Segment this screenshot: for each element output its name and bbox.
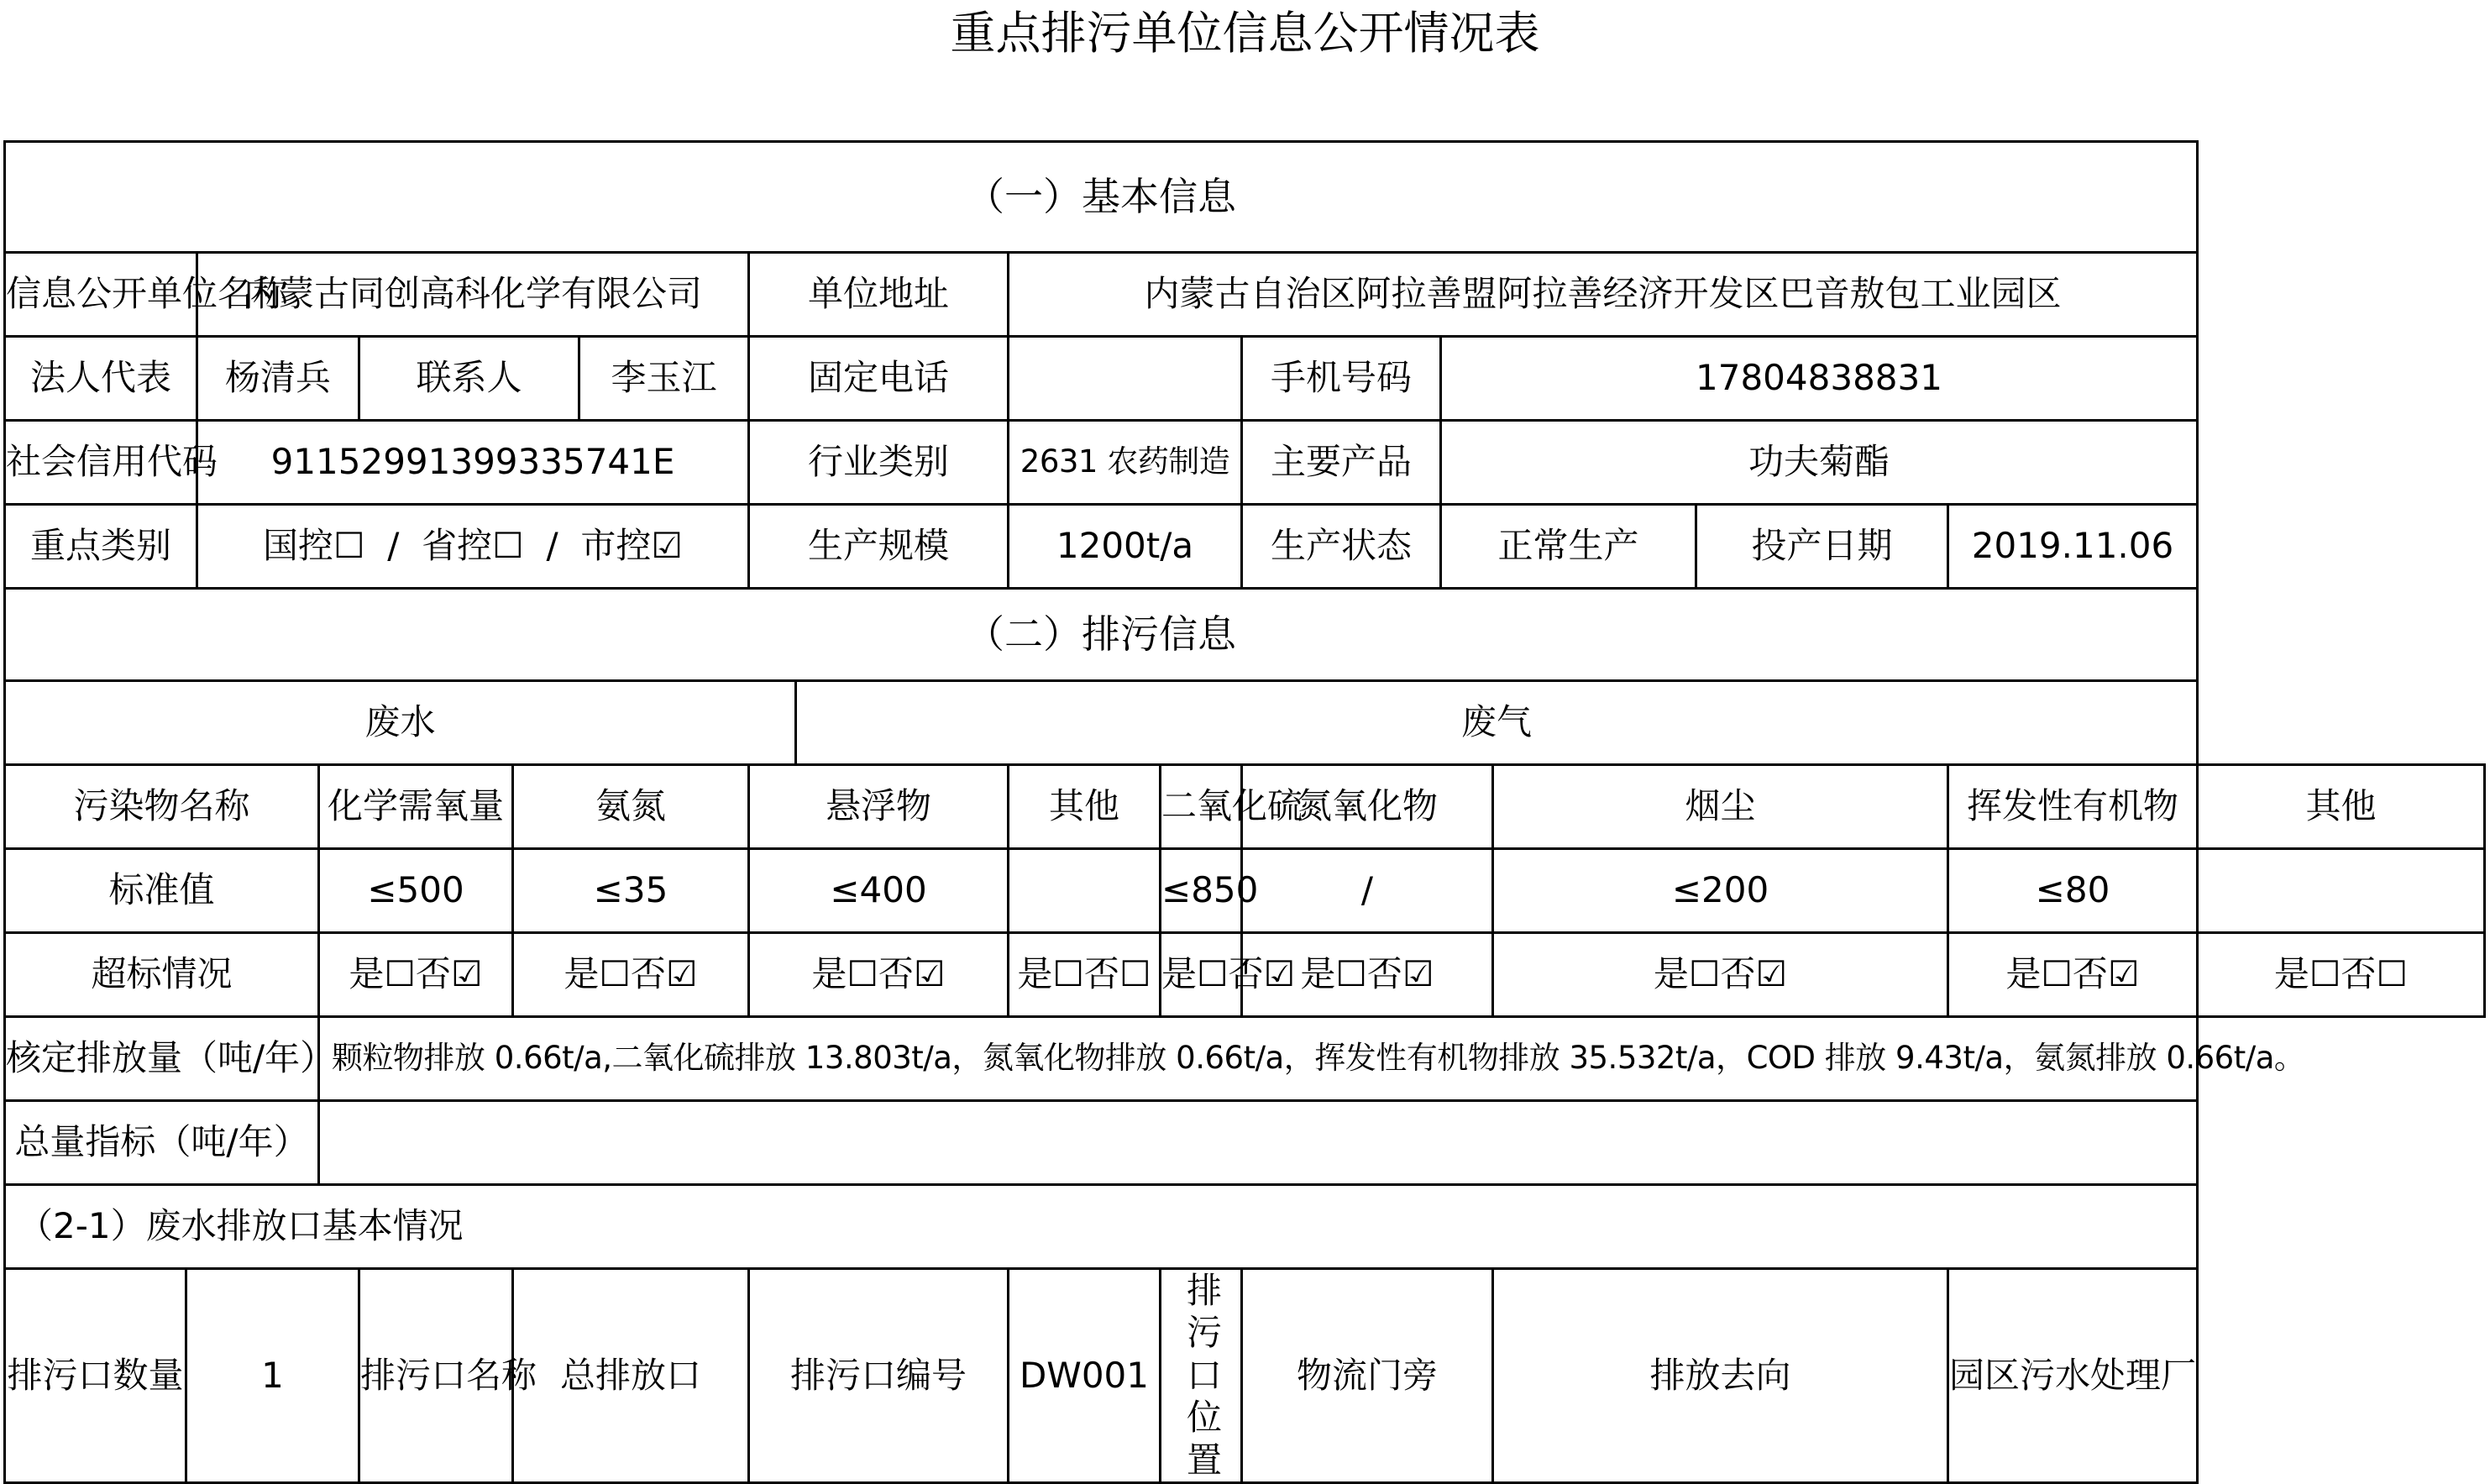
exceed-checkbox: 是☐否☐ bbox=[2198, 933, 2485, 1017]
contact-value: 李玉江 bbox=[579, 337, 749, 421]
mobile-label: 手机号码 bbox=[1242, 337, 1441, 421]
wastewater-header: 废水 bbox=[5, 681, 796, 765]
exceed-checkbox: 是☐否☑ bbox=[1948, 933, 2198, 1017]
legal-rep-label: 法人代表 bbox=[5, 337, 197, 421]
outlet-position-value: 物流门旁 bbox=[1242, 1269, 1493, 1483]
pollution-info-table bbox=[3, 140, 2486, 1484]
basic-info-section-header: （一）基本信息 bbox=[5, 142, 2198, 253]
legal-rep-value: 杨清兵 bbox=[197, 337, 359, 421]
exceed-checkbox: 是☐否☑ bbox=[1161, 933, 1242, 1017]
pollutant-name: 其他 bbox=[1009, 765, 1161, 849]
exceed-checkbox: 是☐否☐ bbox=[1009, 933, 1161, 1017]
unit-name-value: 内蒙古同创高科化学有限公司 bbox=[197, 253, 749, 337]
standard-value-label: 标准值 bbox=[5, 849, 319, 933]
industry-label: 行业类别 bbox=[749, 421, 1009, 505]
total-quota-label: 总量指标（吨/年） bbox=[5, 1101, 319, 1185]
contact-label: 联系人 bbox=[359, 337, 579, 421]
outlet-count-value: 1 bbox=[186, 1269, 359, 1483]
exceed-checkbox: 是☐否☑ bbox=[319, 933, 513, 1017]
standard-value bbox=[2198, 849, 2485, 933]
status-label: 生产状态 bbox=[1242, 505, 1441, 589]
standard-value bbox=[1009, 849, 1161, 933]
outlet-code-label: 排污口编号 bbox=[749, 1269, 1009, 1483]
outlet-position-label: 排污口位置 bbox=[1161, 1269, 1242, 1483]
outlet-code-value: DW001 bbox=[1009, 1269, 1161, 1483]
outlet-section-header: （2-1）废水排放口基本情况 bbox=[5, 1185, 2198, 1269]
standard-value: / bbox=[1242, 849, 1493, 933]
outlet-name-value: 总排放口 bbox=[513, 1269, 749, 1483]
pollutant-name: 挥发性有机物 bbox=[1948, 765, 2198, 849]
product-value: 功夫菊酯 bbox=[1441, 421, 2198, 505]
credit-code-label: 社会信用代码 bbox=[5, 421, 197, 505]
approved-emission-value: 颗粒物排放 0.66t/a,二氧化硫排放 13.803t/a，氮氧化物排放 0.66t/a，挥发性有机物排放 35.532t/a，COD 排放 9.43t/a，氨氮排放 0.66t/a。 bbox=[319, 1017, 2198, 1101]
industry-value: 2631 农药制造 bbox=[1009, 421, 1242, 505]
key-type-label: 重点类别 bbox=[5, 505, 197, 589]
wastegas-header: 废气 bbox=[796, 681, 2198, 765]
pollutant-name: 二氧化硫 bbox=[1161, 765, 1242, 849]
exceed-checkbox: 是☐否☑ bbox=[749, 933, 1009, 1017]
outlet-count-label: 排污口数量 bbox=[5, 1269, 186, 1483]
start-date-label: 投产日期 bbox=[1696, 505, 1948, 589]
outlet-name-label: 排污口名称 bbox=[359, 1269, 513, 1483]
pollutant-name: 氨氮 bbox=[513, 765, 749, 849]
unit-name-label: 信息公开单位名称 bbox=[5, 253, 197, 337]
exceed-checkbox: 是☐否☑ bbox=[513, 933, 749, 1017]
pollutant-name: 烟尘 bbox=[1493, 765, 1948, 849]
standard-value: ≤35 bbox=[513, 849, 749, 933]
standard-value: ≤80 bbox=[1948, 849, 2198, 933]
standard-value: ≤400 bbox=[749, 849, 1009, 933]
standard-value: ≤850 bbox=[1161, 849, 1242, 933]
product-label: 主要产品 bbox=[1242, 421, 1441, 505]
pollutant-name: 化学需氧量 bbox=[319, 765, 513, 849]
outlet-direction-label: 排放去向 bbox=[1493, 1269, 1948, 1483]
pollutant-name: 其他 bbox=[2198, 765, 2485, 849]
phone-value bbox=[1009, 337, 1242, 421]
credit-code-value: 91152991399335741E bbox=[197, 421, 749, 505]
exceed-status-label: 超标情况 bbox=[5, 933, 319, 1017]
address-value: 内蒙古自治区阿拉善盟阿拉善经济开发区巴音敖包工业园区 bbox=[1009, 253, 2198, 337]
mobile-value: 17804838831 bbox=[1441, 337, 2198, 421]
pollutant-name-label: 污染物名称 bbox=[5, 765, 319, 849]
scale-value: 1200t/a bbox=[1009, 505, 1242, 589]
pollutant-name: 氮氧化物 bbox=[1242, 765, 1493, 849]
phone-label: 固定电话 bbox=[749, 337, 1009, 421]
pollutant-name: 悬浮物 bbox=[749, 765, 1009, 849]
exceed-checkbox: 是☐否☑ bbox=[1493, 933, 1948, 1017]
standard-value: ≤500 bbox=[319, 849, 513, 933]
standard-value: ≤200 bbox=[1493, 849, 1948, 933]
outlet-direction-value: 园区污水处理厂 bbox=[1948, 1269, 2198, 1483]
discharge-info-section-header: （二）排污信息 bbox=[5, 589, 2198, 681]
start-date-value: 2019.11.06 bbox=[1948, 505, 2198, 589]
status-value: 正常生产 bbox=[1441, 505, 1696, 589]
total-quota-value bbox=[319, 1101, 2198, 1185]
scale-label: 生产规模 bbox=[749, 505, 1009, 589]
key-type-value: 国控☐ / 省控☐ / 市控☑ bbox=[197, 505, 749, 589]
approved-emission-label: 核定排放量（吨/年） bbox=[5, 1017, 319, 1101]
address-label: 单位地址 bbox=[749, 253, 1009, 337]
exceed-checkbox: 是☐否☑ bbox=[1242, 933, 1493, 1017]
page-title: 重点排污单位信息公开情况表 bbox=[950, 7, 1540, 60]
